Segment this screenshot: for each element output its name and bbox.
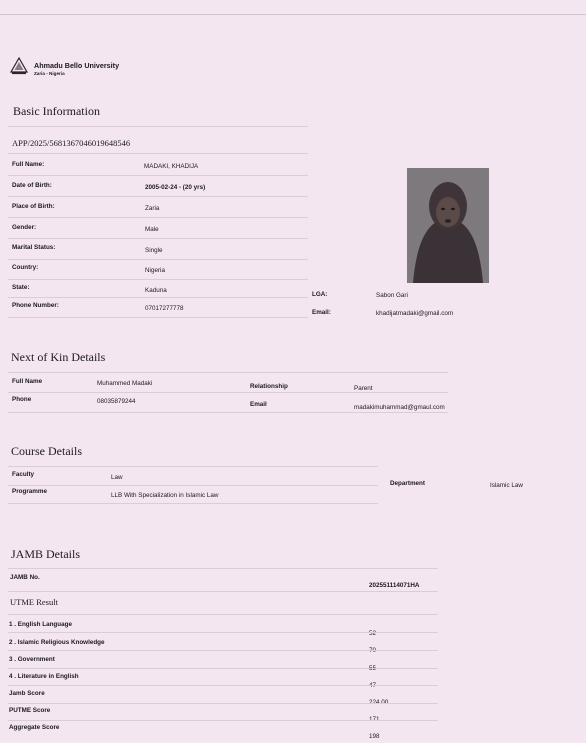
jamb-score-value: 224.00 bbox=[369, 699, 389, 706]
email-value: khadijatmadaki@gmail.com bbox=[376, 310, 454, 317]
kin-relationship-label: Relationship bbox=[250, 383, 288, 390]
jamb-no-value: 202551114071HA bbox=[369, 582, 420, 589]
state-value: Kaduna bbox=[145, 287, 167, 294]
faculty-value: Law bbox=[111, 474, 123, 481]
phone-value: 07017277778 bbox=[145, 305, 184, 312]
programme-label: Programme bbox=[12, 488, 47, 495]
utme-row-label: 4 . Literature in English bbox=[9, 673, 79, 680]
university-location: Zaria - Nigeria bbox=[34, 71, 65, 76]
country-label: Country: bbox=[12, 264, 39, 271]
jamb-heading: JAMB Details bbox=[11, 547, 80, 561]
department-value: Islamic Law bbox=[490, 482, 523, 489]
pob-value: Zaria bbox=[145, 205, 160, 212]
aggregate-score-label: Aggregate Score bbox=[9, 724, 60, 731]
lga-label: LGA: bbox=[312, 291, 328, 298]
dob-value: 2005-02-24 - (20 yrs) bbox=[145, 184, 206, 191]
utme-heading: UTME Result bbox=[10, 597, 58, 607]
page-top-border bbox=[0, 14, 586, 15]
utme-row-value: 70 bbox=[369, 647, 377, 654]
marital-value: Single bbox=[145, 247, 163, 254]
dob-label: Date of Birth: bbox=[12, 182, 52, 189]
lga-value: Sabon Gari bbox=[376, 292, 408, 299]
state-label: State: bbox=[12, 284, 30, 291]
utme-row-label: 1 . English Language bbox=[9, 621, 72, 628]
university-name: Ahmadu Bello University bbox=[34, 61, 120, 70]
faculty-label: Faculty bbox=[12, 471, 35, 478]
pob-label: Place of Birth: bbox=[12, 203, 55, 210]
full-name-value: MADAKI, KHADIJA bbox=[144, 163, 199, 170]
kin-name-label: Full Name bbox=[12, 378, 43, 385]
utme-row-value: 52 bbox=[369, 630, 377, 637]
department-label: Department bbox=[390, 480, 425, 487]
utme-row-value: 47 bbox=[369, 682, 377, 689]
kin-email-value: madakimuhammad@gmaul.com bbox=[354, 404, 445, 411]
gender-label: Gender: bbox=[12, 224, 37, 231]
kin-relationship-value: Parent bbox=[354, 385, 373, 392]
jamb-score-label: Jamb Score bbox=[9, 690, 45, 697]
application-id: APP/2025/5681367046019648546 bbox=[12, 138, 131, 148]
utme-row-value: 55 bbox=[369, 665, 377, 672]
gender-value: Male bbox=[145, 226, 159, 233]
utme-row-label: 3 . Government bbox=[9, 656, 55, 663]
putme-score-value: 171 bbox=[369, 716, 380, 723]
marital-label: Marital Status: bbox=[12, 244, 56, 251]
university-logo-icon bbox=[10, 57, 28, 75]
phone-label: Phone Number: bbox=[12, 302, 59, 309]
full-name-label: Full Name: bbox=[12, 161, 45, 168]
passport-photo-image bbox=[407, 168, 489, 283]
programme-value: LLB With Specialization in Islamic Law bbox=[111, 492, 219, 499]
country-value: Nigeria bbox=[145, 267, 165, 274]
jamb-no-label: JAMB No. bbox=[10, 574, 40, 581]
basic-info-heading: Basic Information bbox=[13, 104, 100, 118]
course-heading: Course Details bbox=[11, 444, 82, 458]
kin-heading: Next of Kin Details bbox=[11, 350, 106, 364]
aggregate-score-value: 198 bbox=[369, 733, 380, 740]
kin-email-label: Email bbox=[250, 401, 267, 408]
utme-row-label: 2 . Islamic Religious Knowledge bbox=[9, 639, 105, 646]
kin-phone-label: Phone bbox=[12, 396, 32, 403]
email-label: Email: bbox=[312, 309, 331, 316]
passport-photo bbox=[407, 168, 489, 283]
kin-name-value: Muhammed Madaki bbox=[97, 380, 153, 387]
putme-score-label: PUTME Score bbox=[9, 707, 51, 714]
kin-phone-value: 08035879244 bbox=[97, 398, 136, 405]
